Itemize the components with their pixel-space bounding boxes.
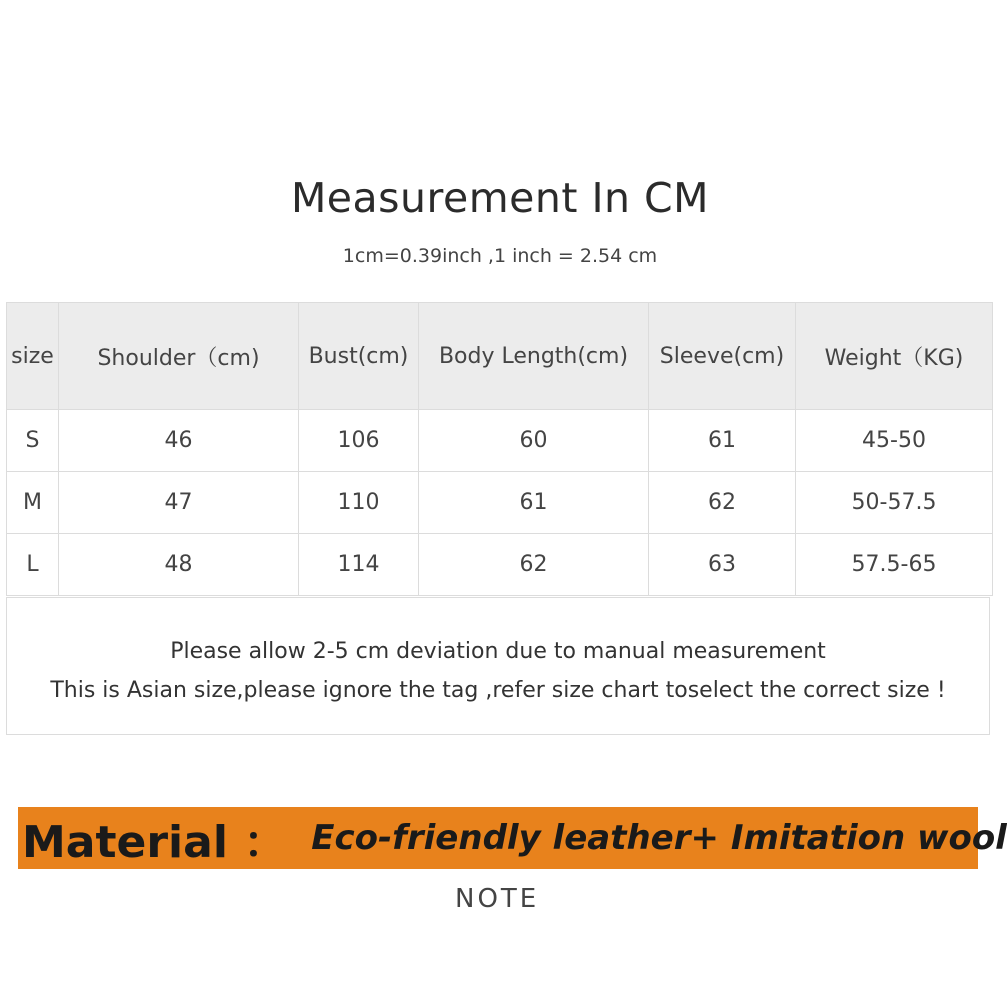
unit-conversion-note: 1cm=0.39inch ,1 inch = 2.54 cm: [342, 245, 658, 267]
note-heading-text: NOTE: [455, 884, 540, 914]
material-value: Eco-friendly leather+ Imitation wool: [311, 818, 1007, 858]
size-cell: S: [7, 410, 59, 472]
note-heading-cropped: [455, 870, 545, 914]
body-length-cell: 60: [419, 410, 649, 472]
asian-size-note: This is Asian size,please ignore the tag ,refer size chart toselect the correct size !: [50, 678, 946, 703]
material-label: Material ：: [22, 817, 288, 868]
size-cell: L: [7, 534, 59, 596]
table-row: [7, 472, 993, 534]
column-header-shoulder: Shoulder（cm): [59, 303, 299, 410]
measurement-notes: [6, 597, 990, 735]
deviation-note: Please allow 2-5 cm deviation due to manual measurement: [170, 639, 826, 664]
table-row: [7, 534, 993, 596]
shoulder-cell: 48: [59, 534, 299, 596]
weight-cell: 50-57.5: [796, 472, 993, 534]
shoulder-cell: 46: [59, 410, 299, 472]
table-row: [7, 410, 993, 472]
bust-cell: 114: [299, 534, 419, 596]
material-banner: [18, 807, 1007, 869]
table-header-row: [7, 303, 993, 410]
column-header-sleeve: Sleeve(cm): [649, 303, 796, 410]
weight-cell: 57.5-65: [796, 534, 993, 596]
column-header-body-length: Body Length(cm): [419, 303, 649, 410]
body-length-cell: 61: [419, 472, 649, 534]
size-chart-table: [6, 302, 993, 596]
sleeve-cell: 63: [649, 534, 796, 596]
column-header-weight: Weight（KG): [796, 303, 993, 410]
size-cell: M: [7, 472, 59, 534]
column-header-bust: Bust(cm): [299, 303, 419, 410]
column-header-size: size: [7, 303, 59, 410]
weight-cell: 45-50: [796, 410, 993, 472]
bust-cell: 106: [299, 410, 419, 472]
body-length-cell: 62: [419, 534, 649, 596]
shoulder-cell: 47: [59, 472, 299, 534]
page-title: Measurement In CM: [290, 174, 710, 222]
bust-cell: 110: [299, 472, 419, 534]
sleeve-cell: 61: [649, 410, 796, 472]
sleeve-cell: 62: [649, 472, 796, 534]
